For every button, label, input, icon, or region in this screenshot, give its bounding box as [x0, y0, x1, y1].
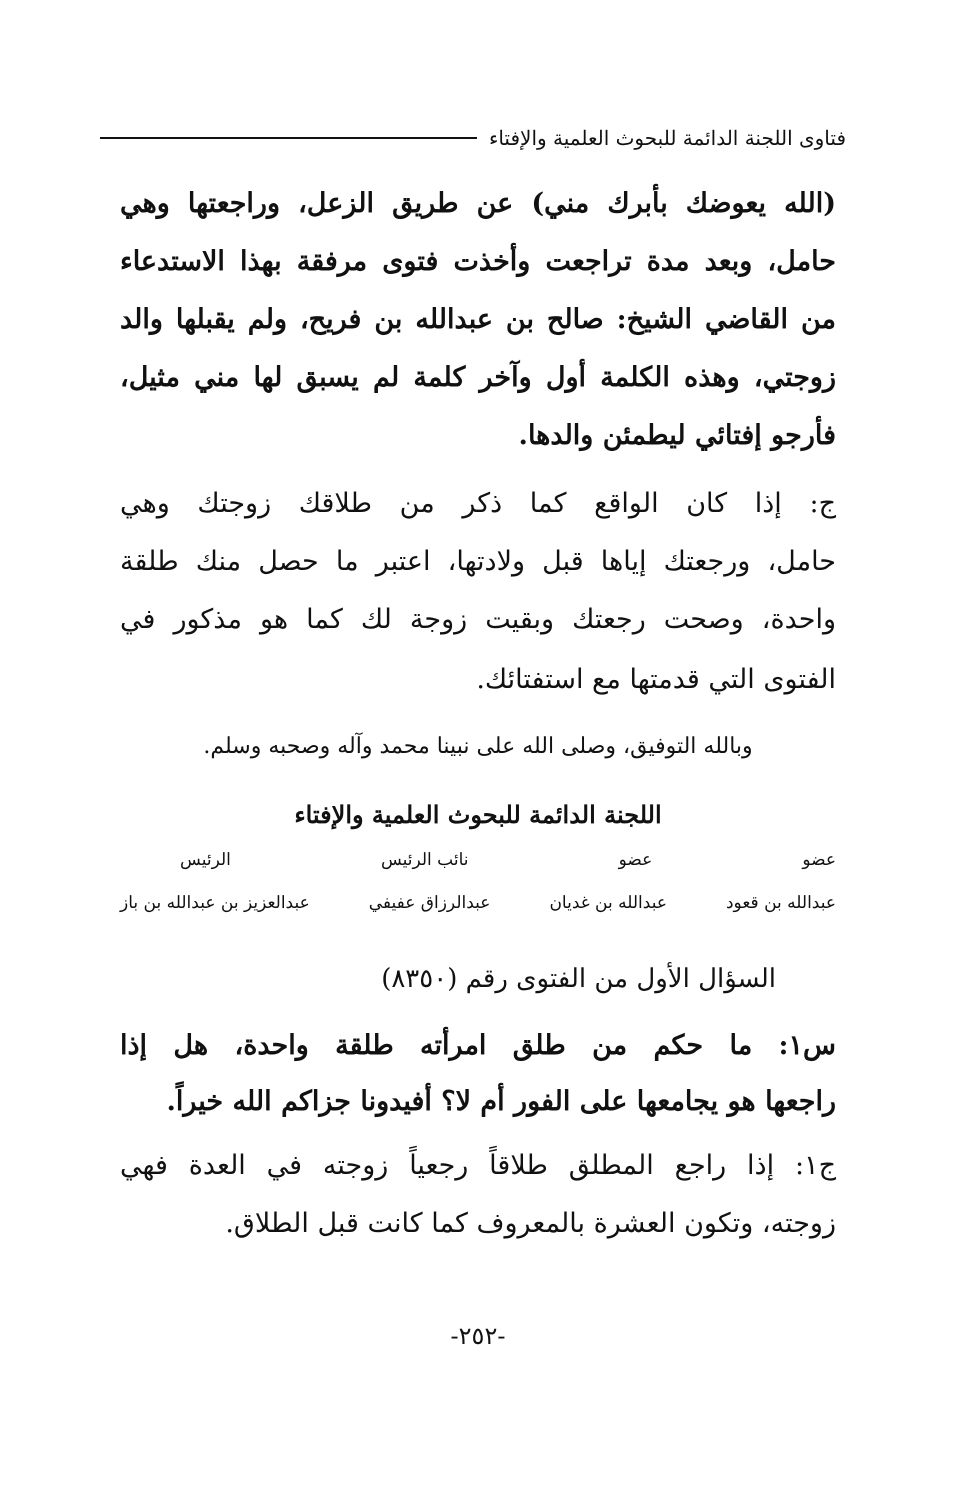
answer2-line: ج١: إذا راجع المطلق طلاقاً رجعياً زوجته في العدة فهي: [120, 1150, 836, 1181]
answer-line: حامل، ورجعتك إياها قبل ولادتها، اعتبر ما حصل منك طلقة: [120, 546, 836, 577]
name-member-2: عبدالله بن غديان: [549, 893, 667, 913]
question-line: من القاضي الشيخ: صالح بن عبدالله بن فريح، ولم يقبلها والد: [120, 304, 836, 335]
role-chairman: الرئيس: [180, 850, 231, 870]
role-vice-chairman: نائب الرئيس: [380, 850, 469, 870]
question-line: (الله يعوضك بأبرك مني) عن طريق الزعل، وراجعتها وهي: [120, 188, 836, 219]
question-line: حامل، وبعد مدة تراجعت وأخذت فتوى مرفقة بهذا الاستدعاء: [120, 246, 836, 277]
name-chairman: عبدالعزيز بن عبدالله بن باز: [120, 893, 310, 913]
answer-line: الفتوى التي قدمتها مع استفتائك.: [476, 664, 836, 695]
answer2-line: زوجته، وتكون العشرة بالمعروف كما كانت قبل الطلاق.: [225, 1208, 836, 1239]
closing-text: وبالله التوفيق، وصلى الله على نبينا محمد وآله وصحبه وسلم.: [203, 734, 753, 759]
question-line: فأرجو إفتائي ليطمئن والدها.: [518, 420, 836, 451]
header-rule: [100, 137, 477, 139]
question-line: زوجتي، وهذه الكلمة أول وآخر كلمة لم يسبق لها مني مثيل،: [120, 362, 836, 393]
signature-names: [120, 893, 836, 913]
question2-line: راجعها هو يجامعها على الفور أم لا؟ أفيدونا جزاكم الله خيراً.: [166, 1086, 836, 1117]
signature-roles: [180, 850, 836, 870]
role-member-1: عضو: [802, 850, 836, 870]
question2-line: س١: ما حكم من طلق امرأته طلقة واحدة، هل إذا: [120, 1030, 836, 1061]
name-member-1: عبدالله بن قعود: [725, 893, 836, 913]
page-number: -٢٥٢-: [450, 1322, 506, 1350]
answer-line: واحدة، وصحت رجعتك وبقيت زوجة لك كما هو مذكور في: [120, 604, 836, 635]
name-vice-chairman: عبدالرزاق عفيفي: [368, 893, 491, 913]
running-header: [100, 118, 846, 158]
answer-line: ج: إذا كان الواقع كما ذكر من طلاقك زوجتك وهي: [120, 488, 836, 519]
fatwa-heading: السؤال الأول من الفتوى رقم (٨٣٥٠): [381, 964, 776, 994]
committee-title: اللجنة الدائمة للبحوث العلمية والإفتاء: [294, 800, 662, 829]
header-title: فتاوى اللجنة الدائمة للبحوث العلمية والإفتاء: [488, 126, 846, 150]
role-member-2: عضو: [618, 850, 653, 870]
